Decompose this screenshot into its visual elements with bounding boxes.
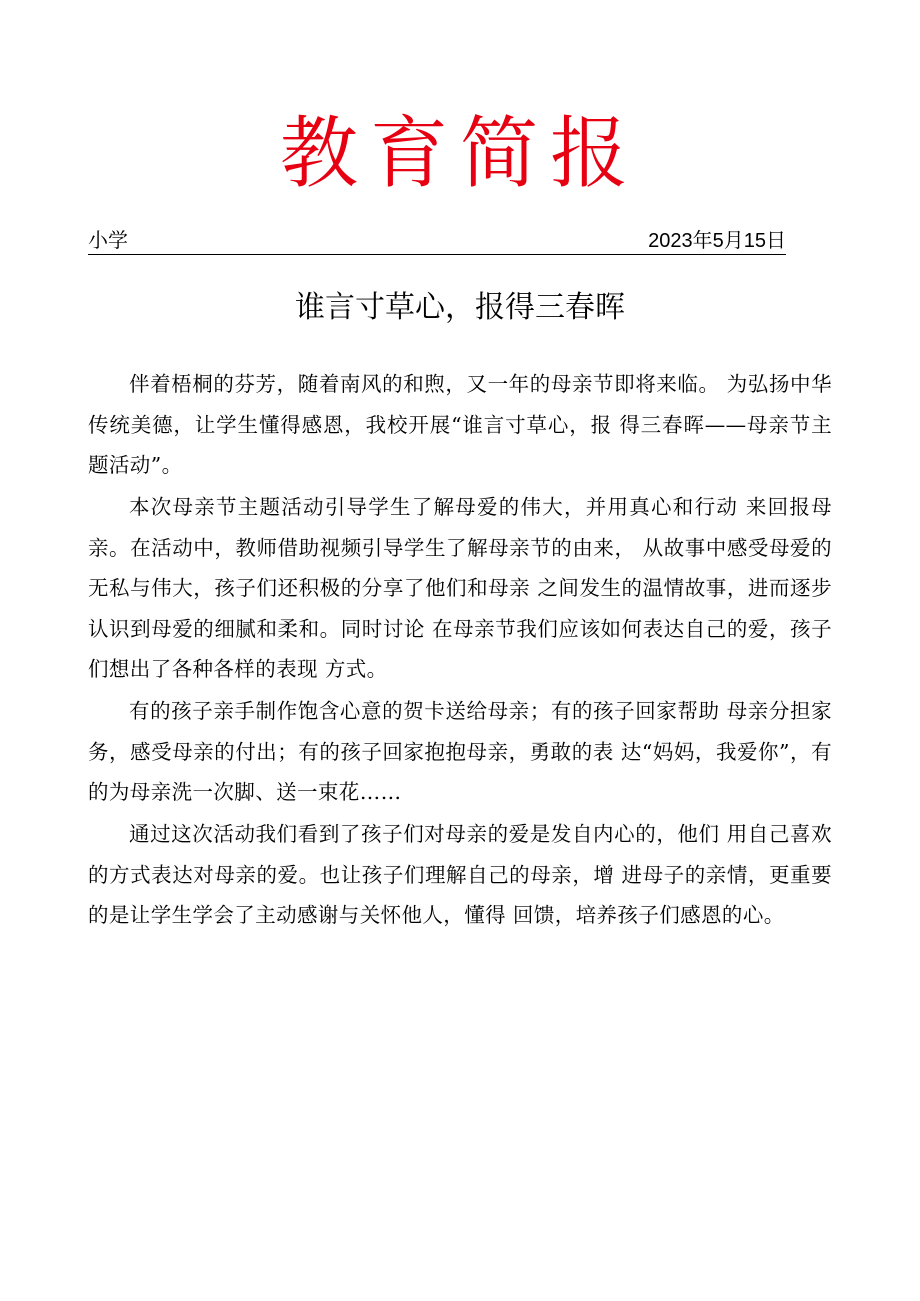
meta-line — [88, 228, 786, 255]
paragraph: 伴着梧桐的芬芳，随着南风的和煦，又一年的母亲节即将来临。 为弘扬中华传统美德，让学生懂得感恩，我校开展“谁言寸草心，报 得三春晖——母亲节主题活动”。 — [88, 372, 832, 477]
masthead-title: 教育简报 — [279, 109, 640, 199]
article-body — [88, 364, 832, 937]
article-title: 谁言寸草心，报得三春晖 — [295, 290, 625, 325]
issue-date: 2023年5月15日 — [648, 230, 786, 252]
paragraph: 有的孩子亲手制作饱含心意的贺卡送给母亲；有的孩子回家帮助 母亲分担家务，感受母亲的付出；有的孩子回家抱抱母亲，勇敢的表 达“妈妈，我爱你”，有的为母亲洗一次脚、送一束花…… — [88, 699, 832, 804]
school-name: 小学 — [88, 230, 128, 252]
paragraph: 本次母亲节主题活动引导学生了解母爱的伟大，并用真心和行动 来回报母亲。在活动中，教师借助视频引导学生了解母亲节的由来， 从故事中感受母爱的无私与伟大，孩子们还积极的分享了他们和母亲 之间发生的温情故事，进而逐步认识到母爱的细腻和柔和。同时讨论 在母亲节我们应该如何表达自己的爱，孩子们想出了各种各样的表现 方式。 — [88, 495, 832, 681]
paragraph: 通过这次活动我们看到了孩子们对母亲的爱是发自内心的，他们 用自己喜欢的方式表达对母亲的爱。也让孩子们理解自己的母亲，增 进母子的亲情，更重要的是让学生学会了主动感谢与关怀他人，懂得 回馈，培养孩子们感恩的心。 — [88, 822, 832, 927]
